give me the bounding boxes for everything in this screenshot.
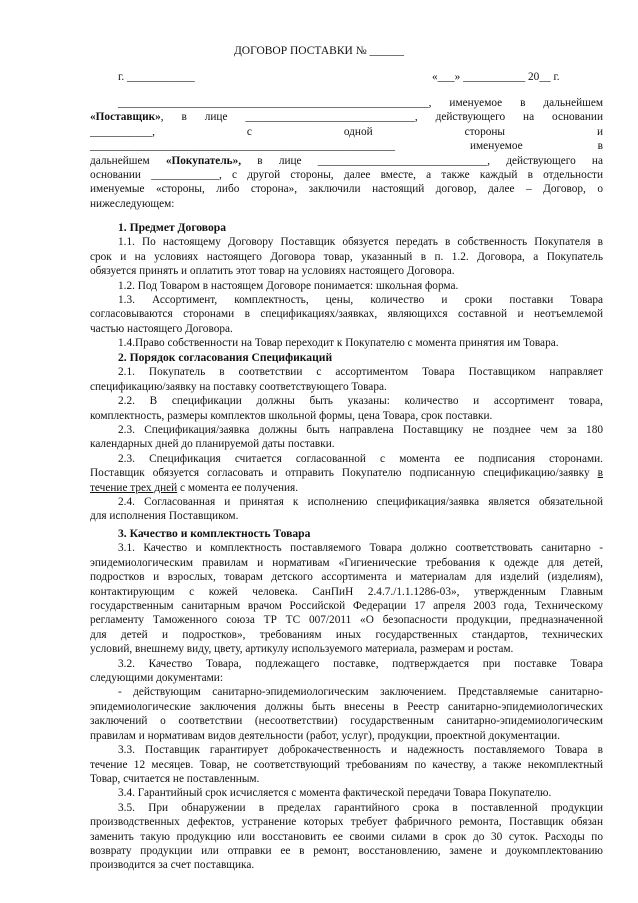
clause-line: 2.2. В спецификации должны быть указаны: количество и ассортимент товара,: [118, 395, 603, 408]
clause-line: подростков и взрослых, товарам детского ассортимента и материалам для изделий (изделиям),: [90, 571, 603, 584]
contract-place: г. ____________: [118, 71, 195, 83]
clause-line: [90, 481, 603, 495]
clause-line: 2.3. Спецификация считается согласованной с момента ее подписания сторонами.: [118, 452, 603, 465]
clause-line: календарных дней до планируемой даты поставки.: [90, 438, 335, 451]
clause-line: 1.2. Под Товаром в настоящем Договоре понимается: школьная форма.: [118, 279, 459, 292]
clause-line: 1.3. Ассортимент, комплектность, цены, количество и сроки поставки Товара: [118, 294, 603, 307]
document-title: ДОГОВОР ПОСТАВКИ № ______: [233, 45, 405, 57]
preamble-line: _______________________________________________________, именуемое в дальнейшем: [118, 97, 603, 109]
section-2: [90, 351, 603, 524]
clause-line: 2.1. Покупатель в соответствии с ассортиментом Товара Поставщиком направляет: [118, 366, 603, 379]
supplier-term: «Поставщик»: [90, 111, 161, 124]
preamble-line: основании ____________, с другой стороны, далее вместе, а также каждый в отдельности: [90, 169, 603, 182]
clause-line: обязуется принять и оплатить этот товар на условиях настоящего Договора.: [90, 265, 455, 278]
clause-line: для исполнения Поставщиком.: [90, 510, 239, 523]
section-1: [90, 221, 603, 351]
clause-line: 3.5. При обнаружении в пределах гарантийного срока в поставленной продукции: [118, 801, 603, 814]
clause-line: течение 12 месяцев. Товар, не соответствующий требованиям по качеству, а также некомплектный: [90, 758, 603, 771]
clause-line: 3.1. Качество и комплектность поставляемого Товара должно соответствовать санитарно -: [118, 542, 603, 555]
preamble-text: в лице ______________________________, действующего на: [241, 154, 603, 167]
preamble: [90, 96, 603, 211]
underlined-text: в: [597, 467, 603, 480]
clause-line: заменить такую продукцию или восстановить ее своими силами в срок до 30 суток. Расходы по: [90, 830, 603, 843]
clause-line: следующими документами:: [90, 672, 223, 685]
preamble-line: ______________________________________________________ именуемое в: [90, 140, 603, 153]
underlined-text: течение трех дней: [90, 481, 178, 494]
buyer-term: «Покупатель»,: [165, 154, 242, 167]
preamble-text: , в лице ______________________________, действующего на основании: [160, 111, 603, 124]
clause-line: 1.1. По настоящему Договору Поставщик обязуется передать в собственность Покупателя в: [118, 236, 603, 249]
clause-line: условий, внешнему виду, цвету, артикулу используемого материала, размерам и ростам.: [90, 643, 514, 656]
clause-text: Поставщик обязуется согласовать и отправить Покупателю подписанную спецификацию/заявку: [90, 467, 598, 480]
clause-line: Товар, считается не поставленным.: [90, 772, 260, 785]
preamble-line: именуемые «стороны, либо сторона», заключили настоящий договор, далее – Договор, о: [90, 183, 603, 196]
clause-line: 3.4. Гарантийный срок исчисляется с момента фактической передачи Товара Покупателю.: [118, 787, 552, 800]
preamble-line: нижеследующем:: [90, 197, 175, 210]
clause-line: возврату продукции или отправки ее в ремонт, восстановлению, замене и доукомплектованию: [90, 844, 603, 857]
clause-line: 1.4.Право собственности на Товар переходит к Покупателю с момента принятия им Товара.: [118, 337, 559, 350]
clause-line: государственным санитарным врачом Российской Федерации 17 апреля 2003 года, Техническому: [90, 600, 603, 613]
clause-line: для детей и подростков», требованиям иных государственных стандартов, технических: [90, 628, 603, 641]
section-3: [90, 527, 603, 873]
preamble-line: [90, 110, 603, 124]
clause-line: эпидемиологическим правилам и нормативам «Гигиенические требования к одежде для детей,: [90, 556, 603, 569]
clause-line: контактирующим с кожей человека. СанПиН 2.4.7./1.1.1286-03», утвержденным Главным: [90, 585, 603, 598]
section-heading: 1. Предмет Договора: [118, 221, 227, 234]
clause-line: комплектность, размеры комплектов школьной формы, цена Товара, срок поставки.: [90, 409, 493, 422]
clause-line: 2.4. Согласованная и принятая к исполнению спецификация/заявка является обязательной: [118, 496, 603, 509]
clause-line: 3.2. Качество Товара, подлежащего поставке, подтверждается при поставке Товара: [118, 657, 603, 670]
clause-line: правилам и нормативам видов деятельности (работ, услуг), продукции, проектной документации.: [90, 729, 561, 742]
clause-text: с момента ее получения.: [177, 481, 299, 494]
clause-line: 3.3. Поставщик гарантирует доброкачественность и надежность поставляемого Товара в: [118, 744, 603, 757]
preamble-line: [90, 154, 603, 168]
clause-line: - действующим санитарно-эпидемиологическим заключением. Представляемые санитарно-: [118, 686, 603, 699]
clause-line: 2.3. Спецификация/заявка должны быть направлена Поставщику не позднее чем за 180: [118, 424, 603, 437]
clause-line: производится за счет поставщика.: [90, 859, 255, 872]
preamble-text: дальнейшем: [90, 154, 166, 167]
clause-line: спецификацию/заявку на поставку соответствующего Товара.: [90, 380, 387, 393]
section-heading: 3. Качество и комплектность Товара: [118, 527, 311, 540]
preamble-line: ___________, с одной стороны и: [90, 125, 603, 138]
clause-line: производственных дефектов, устранение которых требует фабричного ремонта, Поставщик обязан: [90, 816, 603, 829]
clause-line: регламенту Таможенного союза ТР ТС 007/2011 «О безопасности продукции, предназначенной: [90, 614, 603, 627]
clause-line: заключений о соответствии (несоответствии) государственным санитарно-эпидемиологическим: [90, 715, 603, 728]
clause-line: эпидемиологические заключения должны быть внесены в Реестр санитарно-эпидемиологических: [90, 700, 603, 713]
clause-line: согласовываются сторонами в спецификациях/заявках, являющихся составной и неотъемлемой: [90, 308, 603, 321]
section-heading: 2. Порядок согласования Спецификаций: [118, 351, 333, 364]
clause-line: [90, 466, 603, 480]
clause-line: срок и на условиях настоящего Договора товар, указанный в п. 1.2. Договора, а Покупатель: [90, 250, 603, 263]
clause-line: частью настоящего Договора.: [90, 322, 233, 335]
contract-date: «___» ___________ 20__ г.: [432, 71, 560, 83]
